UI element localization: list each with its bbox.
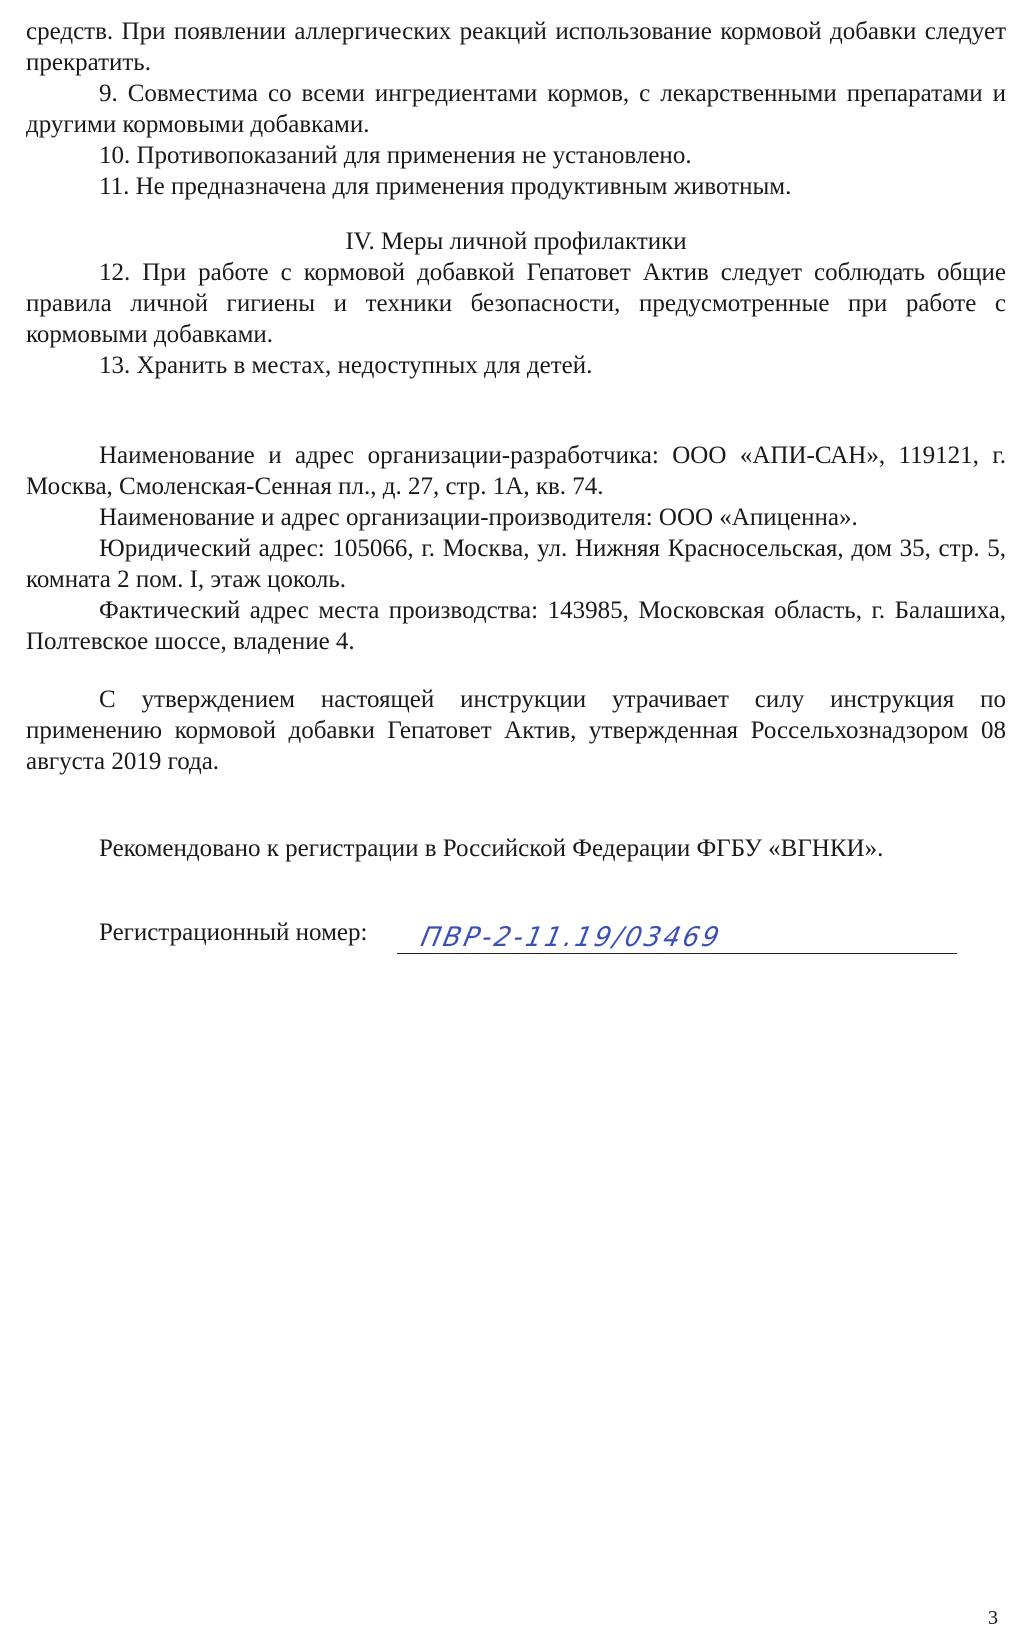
paragraph-manufacturer: Наименование и адрес организации-производителя: ООО «Апиценна». [99,504,858,531]
organizations-block [26,440,1006,657]
paragraph-item-13: 13. Хранить в местах, недоступных для детей. [99,352,593,379]
paragraph-item-9: 9. Совместима со всеми ингредиентами кормов, с лекарственными препаратами и другими кормовыми добавками. [26,80,1006,138]
registration-handwritten-number [418,916,758,956]
recommendation-block [26,833,1006,864]
supersede-block [26,684,1006,777]
page-number: 3 [988,1607,998,1629]
handwritten-number-svg [418,916,758,956]
section-iv [26,226,1006,381]
paragraph-developer: Наименование и адрес организации-разработчика: ООО «АПИ-САН», 119121, г. Москва, Смоленская-Сенная пл., д. 27, стр. 1А, кв. 74. [26,442,1006,500]
paragraph-legal-address: Юридический адрес: 105066, г. Москва, ул. Нижняя Красносельская, дом 35, стр. 5, комната 2 пом. I, этаж цоколь. [26,535,1006,593]
registration-label: Регистрационный номер: [99,919,368,946]
paragraph-production-address: Фактический адрес места производства: 143985, Московская область, г. Балашиха, Полтевское шоссе, владение 4. [26,597,1006,655]
section-iv-heading: IV. Меры личной профилактики [345,228,687,255]
paragraph-supersede: С утверждением настоящей инструкции утрачивает силу инструкция по применению кормовой добавки Гепатовет Актив, утвержденная Россельхознадзором 08 августа 2019 года. [26,686,1006,775]
paragraph-item-12: 12. При работе с кормовой добавкой Гепатовет Актив следует соблюдать общие правила личной гигиены и техники безопасности, предусмотренные при работе с кормовыми добавками. [26,259,1006,348]
handwritten-number-text: ПВР-2-11.19/03469 [418,922,740,953]
paragraph-continuation: средств. При появлении аллергических реакций использование кормовой добавки следует прекратить. [26,18,1006,76]
block-usage-notes [26,16,1006,202]
paragraph-item-10: 10. Противопоказаний для применения не установлено. [99,142,692,169]
paragraph-recommendation: Рекомендовано к регистрации в Российской Федерации ФГБУ «ВГНКИ». [99,835,884,862]
paragraph-item-11: 11. Не предназначена для применения продуктивным животным. [99,173,792,200]
